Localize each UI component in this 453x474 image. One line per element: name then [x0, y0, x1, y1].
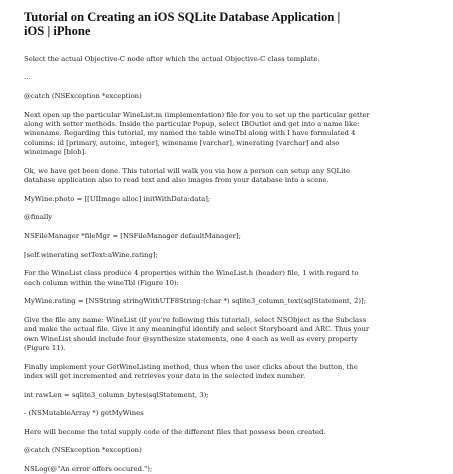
text-line: [self.winerating setText:aWine.rating]; — [24, 250, 158, 259]
text-line: database application also to read text and also images from your database into a scene. — [24, 176, 329, 185]
text-line: MyWine.rating = [NSString stringWithUTF8String:(char *) sqlite3_column_text(sqlStatement, 2)]; — [24, 297, 367, 306]
paragraph — [24, 269, 429, 288]
text-line: @catch (NSException *exception) — [24, 446, 142, 455]
title-line: iOS | iPhone — [24, 24, 91, 39]
paragraph — [24, 297, 429, 306]
title-line: Tutorial on Creating an iOS SQLite Database Application | — [24, 10, 341, 24]
paragraph — [24, 409, 429, 418]
text-line: NSFileManager *fileMgr = [NSFileManager defaultManager]; — [24, 232, 241, 240]
text-line: NSLog(@"An error offers occured."); — [24, 464, 153, 473]
text-line: wineimage [blob]. — [24, 148, 87, 157]
text-line: Give the file any name: WineList (if you're following this tutorial), select NSObject as the Subclass — [24, 315, 367, 324]
page-title — [24, 10, 429, 39]
text-line: @finally — [24, 213, 53, 222]
paragraph — [24, 92, 429, 101]
paragraph — [24, 232, 429, 241]
text-line: along with setter methods. Inside the particular Popup, select IBOutlet and get into a name like: — [24, 120, 360, 128]
text-line: and make the actual file. Give it any meaningful identify and select Storyboard and ARC. Thus your — [24, 325, 370, 334]
text-line: index will get incremented and retrieves your data in the selected index number. — [24, 372, 306, 380]
text-line: int rawLen = sqlite3_column_bytes(sqlStatement, 3); — [24, 390, 209, 399]
article-body — [24, 55, 429, 474]
paragraph — [24, 316, 429, 354]
paragraph — [24, 391, 429, 400]
text-line: @catch (NSException *exception) — [24, 92, 142, 100]
paragraph — [24, 251, 429, 260]
text-line: (Figure 11). — [24, 344, 66, 352]
text-line: For the WineList class produce 4 properties within the WineList.h (header) file, 1 with regard to — [24, 269, 359, 278]
paragraph — [24, 363, 429, 382]
text-line: - (NSMutableArray *) getMyWines — [24, 409, 144, 418]
text-line: columns: id [primary, autoinc, integer], winename [varchar], winerating [varchar] and also — [24, 138, 340, 147]
paragraph — [24, 446, 429, 455]
text-line: own WineList should include four @synthesize statements, one 4 each as well as every property — [24, 334, 358, 343]
text-line: each column within the wineTbl (Figure 10): — [24, 278, 179, 287]
paragraph — [24, 167, 429, 186]
paragraph — [24, 213, 429, 222]
paragraph — [24, 111, 429, 158]
text-line: Next open up the particular WineList.m (implementation) file for you to set up the particular getter — [24, 110, 370, 119]
text-line: Select the actual Objective-C node after which the actual Objective-C class template. — [24, 54, 320, 63]
paragraph — [24, 428, 429, 437]
text-line: MyWine.photo = [[UIImage alloc] initWithData:data]; — [24, 194, 211, 203]
text-line: ... — [24, 73, 31, 82]
text-line: Ok, we have get been done. This tutorial will walk you via how a person can setup any SQLite — [24, 166, 351, 175]
paragraph — [24, 195, 429, 204]
paragraph — [24, 73, 429, 82]
text-line: Here will become the total supply code of the different files that possess been created. — [24, 427, 326, 436]
text-line: Finally implement your GetWineListing method, thus when the user clicks about the button, the — [24, 362, 358, 371]
paragraph — [24, 55, 429, 64]
paragraph — [24, 465, 429, 474]
text-line: winename. Regarding this tutorial, my named the table wineTbl along with I have formulated 4 — [24, 129, 356, 138]
